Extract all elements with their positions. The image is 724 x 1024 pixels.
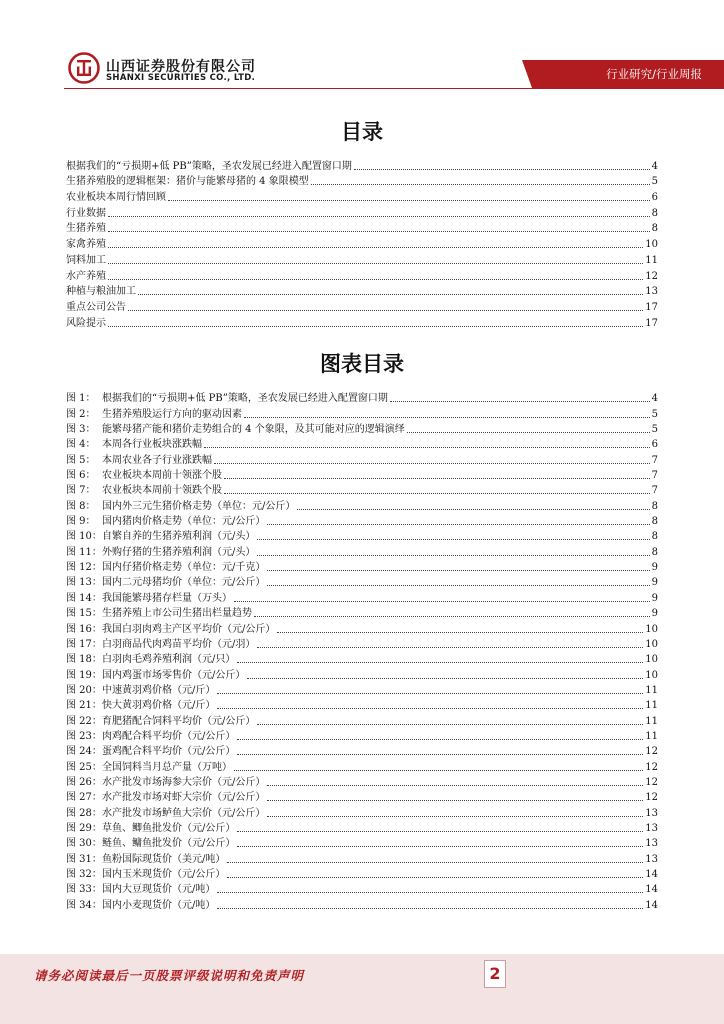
- figure-number: 图 27：: [66, 792, 102, 804]
- figure-number: 图 3：: [66, 424, 96, 436]
- figure-entry[interactable]: [66, 758, 658, 773]
- figure-number: 图 22：: [66, 715, 102, 727]
- entry-page-number: 11: [645, 715, 658, 727]
- dot-leader: [217, 708, 643, 709]
- figure-entry[interactable]: [66, 405, 658, 420]
- figure-entry[interactable]: [66, 620, 658, 635]
- entry-page-number: 12: [645, 776, 658, 788]
- dot-leader: [108, 263, 643, 264]
- dot-leader: [227, 862, 643, 863]
- entry-text: 生猪养殖股运行方向的驱动因素: [102, 408, 242, 420]
- dot-leader: [390, 401, 650, 402]
- figure-entry[interactable]: [66, 774, 658, 789]
- entry-label: [66, 424, 405, 436]
- figure-number: 图 21：: [66, 700, 102, 712]
- entry-page-number: 8: [651, 500, 658, 512]
- entry-text: 重点公司公告: [66, 301, 126, 313]
- figure-entry[interactable]: [66, 666, 658, 681]
- entry-page-number: 9: [651, 562, 658, 574]
- entry-label: [66, 439, 202, 451]
- entry-text: 生猪养殖股的逻辑框架：猪价与能繁母猪的 4 象限模型: [66, 176, 309, 188]
- entry-label: [66, 716, 255, 728]
- dot-leader: [237, 739, 643, 740]
- entry-page-number: 12: [645, 792, 658, 804]
- dot-leader: [267, 585, 649, 586]
- toc-entry[interactable]: [66, 235, 658, 251]
- figure-number: 图 13：: [66, 577, 102, 589]
- entry-text: 国内大豆现货价（元/吨）: [102, 884, 216, 896]
- dot-leader: [267, 524, 649, 525]
- dot-leader: [128, 310, 643, 311]
- toc-entry[interactable]: [66, 298, 658, 314]
- entry-page-number: 7: [651, 454, 658, 466]
- entry-text: 白羽商品代肉鸡苗平均价（元/羽）: [102, 638, 256, 650]
- entry-label: [66, 608, 252, 620]
- entry-label: [66, 884, 215, 896]
- dot-leader: [234, 770, 643, 771]
- entry-page-number: 4: [651, 160, 658, 172]
- entry-page-number: 6: [651, 192, 658, 204]
- figure-number: 图 24：: [66, 746, 102, 758]
- toc-entry[interactable]: [66, 220, 658, 236]
- entry-label: [66, 869, 225, 881]
- entry-label: [66, 192, 166, 204]
- toc-title: 目录: [341, 120, 383, 144]
- entry-text: 草鱼、鲫鱼批发价（元/公斤）: [102, 822, 236, 834]
- figure-entry[interactable]: [66, 728, 658, 743]
- figure-entry[interactable]: [66, 436, 658, 451]
- dot-leader: [217, 892, 643, 893]
- entry-text: 生猪养殖上市公司生猪出栏量趋势: [102, 608, 252, 620]
- entry-label: [66, 639, 255, 651]
- entry-label: [66, 409, 242, 421]
- figure-entry[interactable]: [66, 804, 658, 819]
- entry-label: [66, 501, 295, 513]
- entry-text: 白羽肉毛鸡养殖利润（元/只）: [102, 654, 236, 666]
- figure-entry[interactable]: [66, 574, 658, 589]
- figure-entry[interactable]: [66, 881, 658, 896]
- figure-number: 图 7：: [66, 485, 96, 497]
- header-divider: [64, 88, 724, 89]
- dot-leader: [108, 247, 643, 248]
- entry-text: 外购仔猪的生猪养殖利润（元/头）: [102, 546, 256, 558]
- figure-entry[interactable]: [66, 497, 658, 512]
- entry-page-number: 4: [651, 393, 658, 405]
- entry-label: [66, 176, 309, 188]
- figure-number: 图 2：: [66, 408, 96, 420]
- entry-page-number: 5: [651, 424, 658, 436]
- entry-label: [66, 854, 225, 866]
- dot-leader: [224, 478, 650, 479]
- entry-text: 国内外三元生猪价格走势（单位：元/公斤）: [102, 500, 296, 512]
- dot-leader: [224, 493, 650, 494]
- entry-text: 水产批发市场海参大宗价（元/公斤）: [102, 776, 266, 788]
- figures-title: 图表目录: [320, 352, 404, 376]
- entry-page-number: 9: [651, 592, 658, 604]
- figure-number: 图 25：: [66, 761, 102, 773]
- toc-entry[interactable]: [66, 283, 658, 299]
- figure-entry[interactable]: [66, 451, 658, 466]
- entry-page-number: 14: [645, 899, 658, 911]
- entry-label: [66, 485, 222, 497]
- entry-page-number: 11: [645, 700, 658, 712]
- entry-text: 能繁母猪产能和猪价走势组合的 4 个象限，及其可能对应的逻辑演绎: [102, 424, 405, 436]
- figure-entry[interactable]: [66, 513, 658, 528]
- entry-page-number: 8: [651, 531, 658, 543]
- entry-page-number: 10: [645, 638, 658, 650]
- entry-label: [66, 762, 232, 774]
- band-notch: [522, 60, 532, 88]
- entry-label: [66, 900, 215, 912]
- entry-page-number: 13: [645, 822, 658, 834]
- entry-page-number: 10: [645, 623, 658, 635]
- figure-number: 图 33：: [66, 884, 102, 896]
- figures-list: [66, 390, 658, 912]
- entry-label: [66, 161, 352, 173]
- dot-leader: [237, 846, 643, 847]
- dot-leader: [257, 555, 649, 556]
- figure-number: 图 26：: [66, 776, 102, 788]
- entry-text: 国内二元母猪均价（单位：元/公斤）: [102, 577, 266, 589]
- entry-page-number: 10: [645, 239, 658, 251]
- toc-list: [66, 157, 658, 330]
- entry-page-number: 12: [645, 270, 658, 282]
- figure-number: 图 6：: [66, 470, 96, 482]
- figure-entry[interactable]: [66, 543, 658, 558]
- entry-label: [66, 792, 265, 804]
- dot-leader: [108, 216, 650, 217]
- entry-label: [66, 286, 136, 298]
- entry-text: 蛋鸡配合料平均价（元/公斤）: [102, 746, 236, 758]
- entry-label: [66, 271, 106, 283]
- entry-label: [66, 593, 232, 605]
- entry-text: 家禽养殖: [66, 239, 106, 251]
- dot-leader: [257, 724, 643, 725]
- entry-page-number: 12: [645, 761, 658, 773]
- page-header: [0, 0, 724, 100]
- entry-text: 国内小麦现货价（元/吨）: [102, 899, 216, 911]
- figure-number: 图 8：: [66, 500, 96, 512]
- toc-entry[interactable]: [66, 173, 658, 189]
- dot-leader: [227, 877, 643, 878]
- entry-text: 全国饲料当月总产量（万吨）: [102, 761, 232, 773]
- entry-page-number: 17: [645, 317, 658, 329]
- figure-number: 图 5：: [66, 454, 96, 466]
- figure-number: 图 32：: [66, 869, 102, 880]
- figure-entry[interactable]: [66, 835, 658, 850]
- entry-label: [66, 208, 106, 220]
- figure-number: 图 34：: [66, 899, 102, 911]
- entry-text: 肉鸡配合料平均价（元/公斤）: [102, 730, 236, 742]
- entry-label: [66, 302, 126, 314]
- figure-entry[interactable]: [66, 651, 658, 666]
- toc-entry[interactable]: [66, 188, 658, 204]
- entry-page-number: 10: [645, 654, 658, 666]
- dot-leader: [354, 169, 650, 170]
- entry-text: 自繁自养的生猪养殖利润（元/头）: [102, 531, 256, 543]
- entry-text: 农业板块本周前十领跌个股: [102, 485, 222, 497]
- entry-text: 国内鸡蛋市场零售价（元/公斤）: [102, 669, 246, 681]
- entry-page-number: 8: [651, 546, 658, 558]
- entry-text: 鲢鱼、鳙鱼批发价（元/公斤）: [102, 838, 236, 850]
- entry-label: [66, 731, 235, 743]
- figure-entry[interactable]: [66, 559, 658, 574]
- entry-text: 育肥猪配合饲料平均价（元/公斤）: [102, 715, 256, 727]
- entry-text: 农业板块本周前十领涨个股: [102, 470, 222, 482]
- figure-entry[interactable]: [66, 866, 658, 881]
- dot-leader: [108, 231, 650, 232]
- dot-leader: [204, 447, 650, 448]
- entry-text: 种植与粮油加工: [66, 286, 136, 298]
- entry-text: 水产批发市场鲈鱼大宗价（元/公斤）: [102, 807, 266, 819]
- figure-number: 图 30：: [66, 838, 102, 850]
- company-name-en: SHANXI SECURITIES CO., LTD.: [106, 73, 256, 83]
- entry-label: [66, 670, 245, 682]
- entry-label: [66, 746, 235, 758]
- entry-page-number: 5: [651, 176, 658, 188]
- entry-page-number: 11: [645, 254, 658, 266]
- figure-number: 图 11：: [66, 546, 102, 558]
- figure-entry[interactable]: [66, 421, 658, 436]
- entry-label: [66, 624, 275, 636]
- dot-leader: [277, 632, 643, 633]
- entry-label: [66, 654, 235, 666]
- entry-text: 国内玉米现货价（元/公斤）: [102, 869, 226, 880]
- figure-number: 图 19：: [66, 669, 102, 681]
- entry-page-number: 11: [645, 684, 658, 696]
- entry-text: 根据我们的“亏损期+低 PB”策略，圣农发展已经进入配置窗口期: [102, 393, 388, 405]
- toc-entry[interactable]: [66, 251, 658, 267]
- toc-entry[interactable]: [66, 314, 658, 330]
- entry-label: [66, 547, 255, 559]
- entry-page-number: 8: [651, 223, 658, 235]
- page-footer: [0, 954, 724, 1024]
- dot-leader: [311, 184, 650, 185]
- entry-label: [66, 838, 235, 850]
- entry-label: [66, 700, 215, 712]
- entry-page-number: 14: [645, 869, 658, 880]
- entry-text: 本周各行业板块涨跌幅: [102, 439, 202, 451]
- entry-text: 鱼粉国际现货价（美元/吨）: [102, 853, 226, 865]
- figure-number: 图 15：: [66, 608, 102, 620]
- dot-leader: [244, 417, 650, 418]
- entry-text: 中速黄羽鸡价格（元/斤）: [102, 684, 216, 696]
- entry-page-number: 13: [645, 286, 658, 298]
- figure-number: 图 12：: [66, 562, 102, 574]
- figure-entry[interactable]: [66, 896, 658, 911]
- report-category: 行业研究/行业周报: [606, 67, 702, 81]
- entry-text: 饲料加工: [66, 254, 106, 266]
- figure-number: 图 20：: [66, 684, 102, 696]
- disclaimer-note: 请务必阅读最后一页股票评级说明和免责声明: [34, 968, 305, 983]
- figure-entry[interactable]: [66, 528, 658, 543]
- entry-page-number: 6: [651, 439, 658, 451]
- entry-text: 国内仔猪价格走势（单位：元/千克）: [102, 562, 266, 574]
- entry-label: [66, 808, 265, 820]
- dot-leader: [237, 831, 643, 832]
- figure-number: 图 10：: [66, 531, 102, 543]
- figure-number: 图 28：: [66, 807, 102, 819]
- figure-number: 图 23：: [66, 730, 102, 742]
- figure-entry[interactable]: [66, 850, 658, 865]
- figure-number: 图 14：: [66, 592, 102, 604]
- entry-text: 行业数据: [66, 207, 106, 219]
- entry-text: 风险提示: [66, 317, 106, 329]
- figure-entry[interactable]: [66, 636, 658, 651]
- figure-entry[interactable]: [66, 820, 658, 835]
- dot-leader: [254, 616, 650, 617]
- entry-label: [66, 318, 106, 330]
- entry-page-number: 7: [651, 470, 658, 482]
- dot-leader: [217, 693, 643, 694]
- entry-page-number: 12: [645, 746, 658, 758]
- entry-page-number: 9: [651, 577, 658, 589]
- figure-number: 图 31：: [66, 853, 102, 865]
- figure-entry[interactable]: [66, 743, 658, 758]
- entry-page-number: 7: [651, 485, 658, 497]
- figure-number: 图 4：: [66, 439, 96, 451]
- toc-entry[interactable]: [66, 204, 658, 220]
- entry-label: [66, 531, 255, 543]
- figure-entry[interactable]: [66, 712, 658, 727]
- entry-page-number: 10: [645, 669, 658, 681]
- dot-leader: [267, 785, 643, 786]
- entry-label: [66, 255, 106, 267]
- figure-entry[interactable]: [66, 482, 658, 497]
- entry-page-number: 17: [645, 301, 658, 313]
- entry-text: 我国能繁母猪存栏量（万头）: [102, 592, 232, 604]
- entry-page-number: 13: [645, 853, 658, 865]
- page-number: 2: [484, 960, 506, 988]
- toc-entry[interactable]: [66, 157, 658, 173]
- entry-text: 快大黄羽鸡价格（元/斤）: [102, 700, 216, 712]
- entry-page-number: 8: [651, 516, 658, 528]
- entry-label: [66, 239, 106, 251]
- entry-page-number: 8: [651, 207, 658, 219]
- toc-entry[interactable]: [66, 267, 658, 283]
- dot-leader: [267, 816, 643, 817]
- entry-label: [66, 470, 222, 482]
- entry-page-number: 5: [651, 408, 658, 420]
- dot-leader: [407, 432, 650, 433]
- category-band: [522, 60, 724, 88]
- dot-leader: [138, 294, 643, 295]
- dot-leader: [234, 601, 650, 602]
- figure-entry[interactable]: [66, 682, 658, 697]
- entry-label: [66, 823, 235, 835]
- entry-label: [66, 577, 265, 589]
- dot-leader: [257, 647, 643, 648]
- figure-entry[interactable]: [66, 605, 658, 620]
- entry-page-number: 9: [651, 608, 658, 620]
- entry-page-number: 14: [645, 884, 658, 896]
- entry-page-number: 13: [645, 838, 658, 850]
- figure-number: 图 16：: [66, 623, 102, 635]
- figure-number: 图 1：: [66, 393, 96, 405]
- dot-leader: [214, 463, 650, 464]
- dot-leader: [237, 754, 643, 755]
- entry-text: 水产批发市场对虾大宗价（元/公斤）: [102, 792, 266, 804]
- dot-leader: [168, 200, 650, 201]
- figure-number: 图 9：: [66, 516, 96, 528]
- entry-label: [66, 393, 388, 405]
- entry-page-number: 13: [645, 807, 658, 819]
- figure-entry[interactable]: [66, 697, 658, 712]
- company-name-cn: 山西证券股份有限公司: [106, 59, 256, 75]
- entry-text: 水产养殖: [66, 270, 106, 282]
- dot-leader: [267, 570, 649, 571]
- dot-leader: [297, 509, 649, 510]
- entry-label: [66, 562, 265, 574]
- figure-entry[interactable]: [66, 467, 658, 482]
- entry-text: 生猪养殖: [66, 223, 106, 235]
- figure-number: 图 18：: [66, 654, 102, 666]
- figure-entry[interactable]: [66, 390, 658, 405]
- dot-leader: [237, 662, 643, 663]
- figure-entry[interactable]: [66, 789, 658, 804]
- company-logo-icon: [68, 52, 100, 84]
- entry-text: 农业板块本周行情回顾: [66, 192, 166, 204]
- entry-label: [66, 223, 106, 235]
- entry-label: [66, 455, 212, 467]
- figure-number: 图 29：: [66, 822, 102, 834]
- dot-leader: [217, 908, 643, 909]
- dot-leader: [267, 800, 643, 801]
- figure-number: 图 17：: [66, 638, 102, 650]
- entry-label: [66, 516, 265, 528]
- entry-text: 本周农业各子行业涨跌幅: [102, 454, 212, 466]
- dot-leader: [108, 326, 643, 327]
- dot-leader: [108, 279, 643, 280]
- dot-leader: [247, 678, 643, 679]
- entry-label: [66, 685, 215, 697]
- entry-text: 我国白羽肉鸡主产区平均价（元/公斤）: [102, 623, 276, 635]
- figure-entry[interactable]: [66, 589, 658, 604]
- entry-page-number: 11: [645, 730, 658, 742]
- dot-leader: [257, 539, 649, 540]
- entry-label: [66, 777, 265, 789]
- entry-text: 国内猪肉价格走势（单位：元/公斤）: [102, 516, 266, 528]
- entry-text: 根据我们的“亏损期+低 PB”策略，圣农发展已经进入配置窗口期: [66, 160, 352, 172]
